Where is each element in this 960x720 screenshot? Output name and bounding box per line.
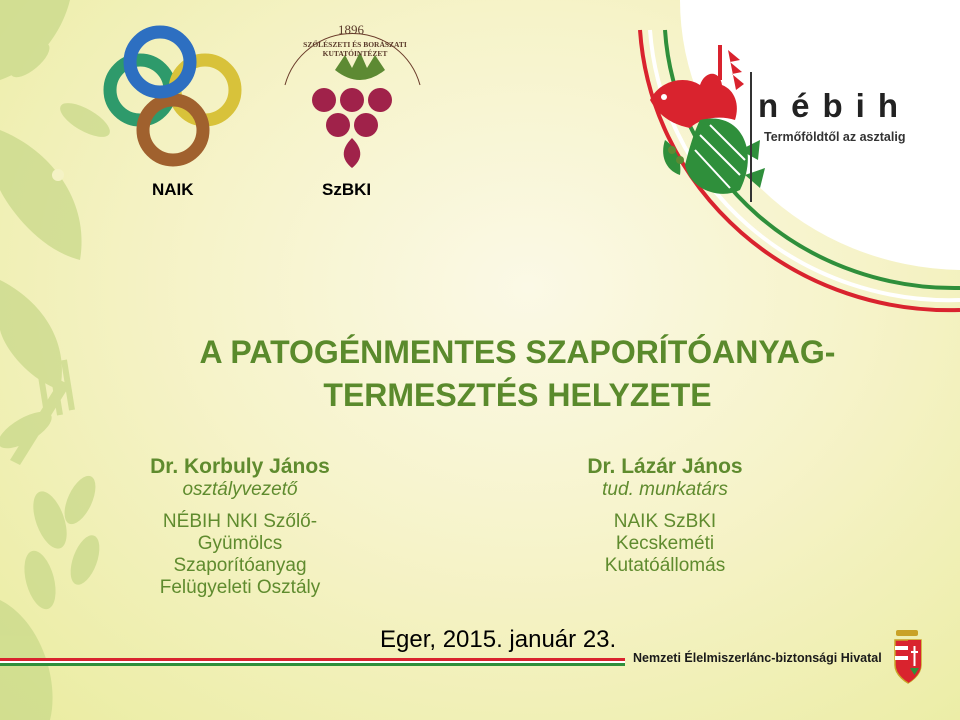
presenter-right-org-line: NAIK SzBKI — [613, 511, 717, 532]
presenter-right-org — [560, 511, 770, 577]
szbki-seal-year: 1896 — [338, 22, 364, 37]
presenter-left — [120, 455, 360, 599]
presenter-right — [560, 455, 770, 577]
slide-title-line-1: A PATOGÉNMENTES SZAPORÍTÓANYAG- — [199, 334, 836, 370]
szbki-logo-label: SzBKI — [322, 180, 372, 199]
presenter-left-org-line: Szaporítóanyag — [173, 555, 307, 576]
left-plant-decoration — [0, 0, 115, 720]
presenter-left-org-line: NÉBIH NKI Szőlő- — [162, 511, 318, 532]
nebih-tagline: Termőföldtől az asztalig — [764, 130, 906, 144]
naik-logo-label: NAIK — [152, 180, 194, 199]
szbki-seal-text: SZŐLÉSZETI ÉS BORÁSZATI KUTATÓINTÉZET — [303, 40, 407, 58]
presenter-left-org-line: Felügyeleti Osztály — [159, 577, 321, 598]
presenter-right-org-line: Kutatóállomás — [604, 555, 726, 576]
nebih-wordmark: nébih — [758, 87, 911, 124]
presenter-left-role: osztályvezető — [182, 479, 298, 500]
presentation-date: Eger, 2015. január 23. — [380, 626, 617, 653]
presenter-left-org — [120, 511, 360, 599]
presenter-right-org-line: Kecskeméti — [615, 533, 715, 554]
presenter-left-org-line: Gyümölcs — [197, 533, 283, 554]
naik-rings-logo — [110, 32, 235, 160]
nebih-divider — [750, 72, 752, 202]
footer-stripes — [0, 658, 625, 666]
presenter-right-name: Dr. Lázár János — [587, 455, 743, 478]
presenter-left-name: Dr. Korbuly János — [150, 455, 330, 478]
presenter-right-role: tud. munkatárs — [602, 479, 728, 500]
slide-title-line-2: TERMESZTÉS HELYZETE — [323, 377, 712, 413]
footer-institution-name: Nemzeti Élelmiszerlánc-biztonsági Hivatal — [633, 651, 882, 665]
coat-of-arms-icon — [895, 630, 921, 683]
